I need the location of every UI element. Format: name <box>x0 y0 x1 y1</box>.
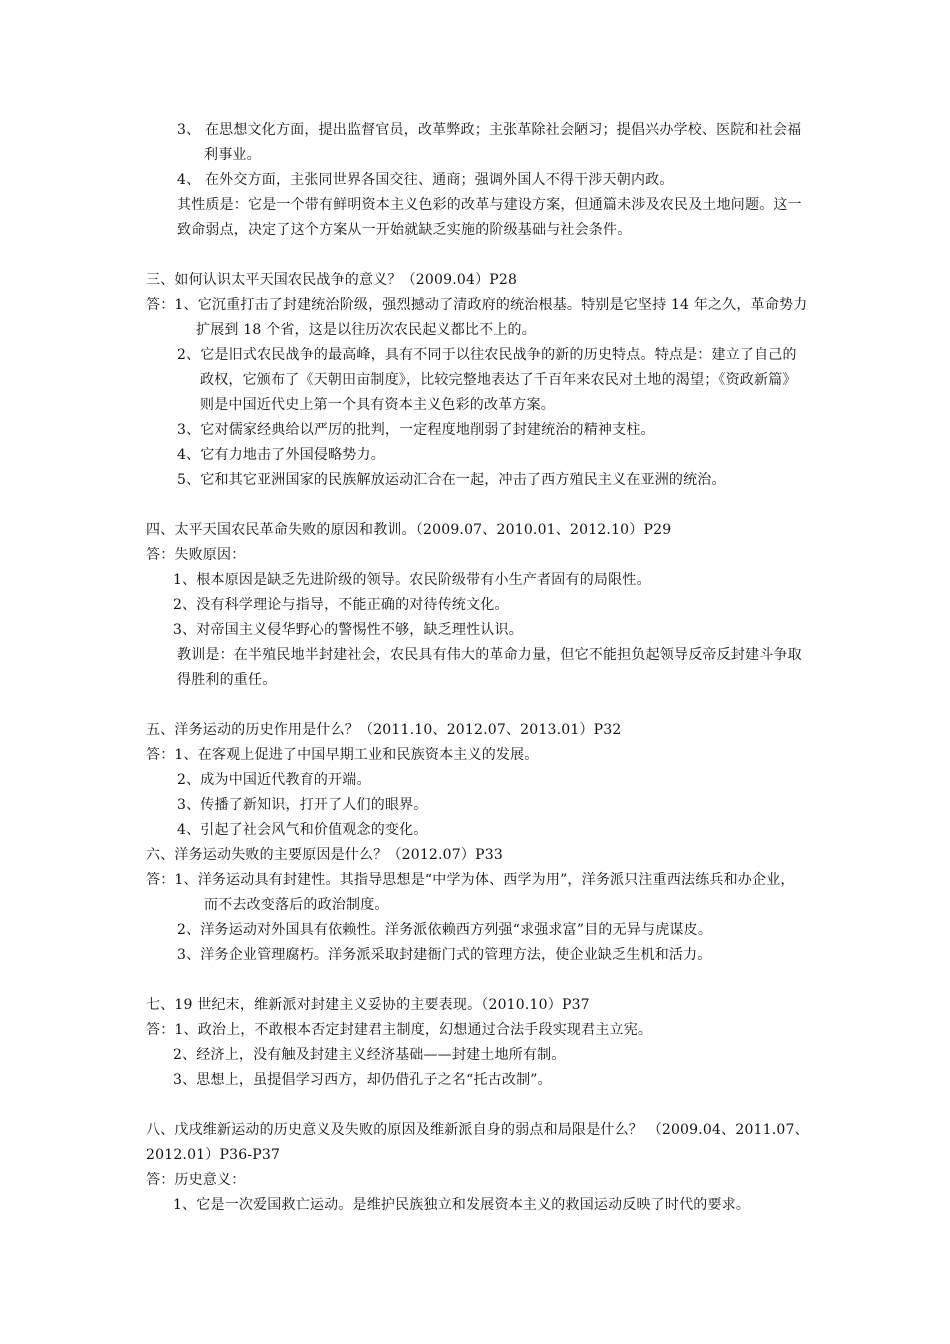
text-line: 3、洋务企业管理腐朽。洋务派采取封建衙门式的管理方法，使企业缺乏生机和活力。 <box>177 947 712 963</box>
question-heading: 七、19 世纪末，维新派对封建主义妥协的主要表现。（2010.10）P37 <box>146 997 590 1013</box>
text-line: 致命弱点，决定了这个方案从一开始就缺乏实施的阶级基础与社会条件。 <box>177 222 632 238</box>
text-line: 答：失败原因： <box>146 547 246 563</box>
text-line: 2、洋务运动对外国具有依赖性。洋务派依赖西方列强“求强求富”目的无异与虎谋皮。 <box>177 922 713 938</box>
text-line: 答：1、政治上，不敢根本否定封建君主制度，幻想通过合法手段实现君主立宪。 <box>146 1022 653 1038</box>
question-heading: 八、戊戌维新运动的历史意义及失败的原因及维新派自身的弱点和局限是什么？ （2009.04、2011.07、 <box>146 1122 809 1138</box>
text-line: 2、没有科学理论与指导，不能正确的对待传统文化。 <box>173 597 509 613</box>
text-line: 4、 在外交方面，主张同世界各国交往、通商；强调外国人不得干涉天朝内政。 <box>177 172 674 188</box>
text-line: 政权，它颁布了《天朝田亩制度》，比较完整地表达了千百年来农民对土地的渴望；《资政新篇》 <box>200 372 797 388</box>
text-line: 扩展到 18 个省，这是以往历次农民起义都比不上的。 <box>196 322 536 338</box>
text-line: 3、 在思想文化方面，提出监督官员，改革弊政；主张革除社会陋习；提倡兴办学校、医院和社会福 <box>177 122 802 138</box>
text-line: 1、根本原因是缺乏先进阶级的领导。农民阶级带有小生产者固有的局限性。 <box>173 572 651 588</box>
text-line: 而不去改变落后的政治制度。 <box>204 897 389 913</box>
text-line: 答：1、在客观上促进了中国早期工业和民族资本主义的发展。 <box>146 747 539 763</box>
text-line: 答：1、洋务运动具有封建性。其指导思想是“中学为体、西学为用”，洋务派只注重西法练兵和办企业， <box>146 872 795 888</box>
text-line: 3、对帝国主义侵华野心的警惕性不够，缺乏理性认识。 <box>173 622 523 638</box>
text-line: 4、引起了社会风气和价值观念的变化。 <box>177 822 428 838</box>
question-heading: 五、洋务运动的历史作用是什么？（2011.10、2012.07、2013.01）P32 <box>146 722 622 738</box>
text-line: 则是中国近代史上第一个具有资本主义色彩的改革方案。 <box>200 397 555 413</box>
question-heading: 四、太平天国农民革命失败的原因和教训。（2009.07、2010.01、2012.10）P29 <box>146 522 672 538</box>
text-line: 5、它和其它亚洲国家的民族解放运动汇合在一起，冲击了西方殖民主义在亚洲的统治。 <box>177 472 726 488</box>
text-line: 答：1、它沉重打击了封建统治阶级，强烈撼动了清政府的统治根基。特别是它坚持 14 年之久，革命势力 <box>146 297 808 313</box>
text-line: 3、它对儒家经典给以严厉的批判，一定程度地削弱了封建统治的精神支柱。 <box>177 422 655 438</box>
text-line: 4、它有力地击了外国侵略势力。 <box>177 447 385 463</box>
text-line: 2、经济上，没有触及封建主义经济基础——封建土地所有制。 <box>173 1047 566 1063</box>
text-line: 教训是：在半殖民地半封建社会，农民具有伟大的革命力量，但它不能担负起领导反帝反封建斗争取 <box>177 647 802 663</box>
text-line: 2、它是旧式农民战争的最高峰，具有不同于以往农民战争的新的历史特点。特点是：建立了自己的 <box>177 347 797 363</box>
question-heading: 六、洋务运动失败的主要原因是什么？（2012.07）P33 <box>146 847 503 863</box>
text-line: 其性质是：它是一个带有鲜明资本主义色彩的改革与建设方案，但通篇未涉及农民及土地问题。这一 <box>177 197 802 213</box>
text-line: 3、传播了新知识，打开了人们的眼界。 <box>177 797 428 813</box>
text-line: 答：历史意义： <box>146 1172 246 1188</box>
text-line: 1、它是一次爱国救亡运动。是维护民族独立和发展资本主义的救国运动反映了时代的要求。 <box>173 1197 751 1213</box>
text-line: 得胜利的重任。 <box>177 672 277 688</box>
question-heading: 三、如何认识太平天国农民战争的意义？（2009.04）P28 <box>146 272 518 288</box>
text-line: 2012.01）P36-P37 <box>146 1147 281 1163</box>
text-line: 利事业。 <box>204 147 261 163</box>
text-line: 3、思想上，虽提倡学习西方，却仍借孔子之名“托古改制”。 <box>173 1072 552 1088</box>
text-line: 2、成为中国近代教育的开端。 <box>177 772 371 788</box>
